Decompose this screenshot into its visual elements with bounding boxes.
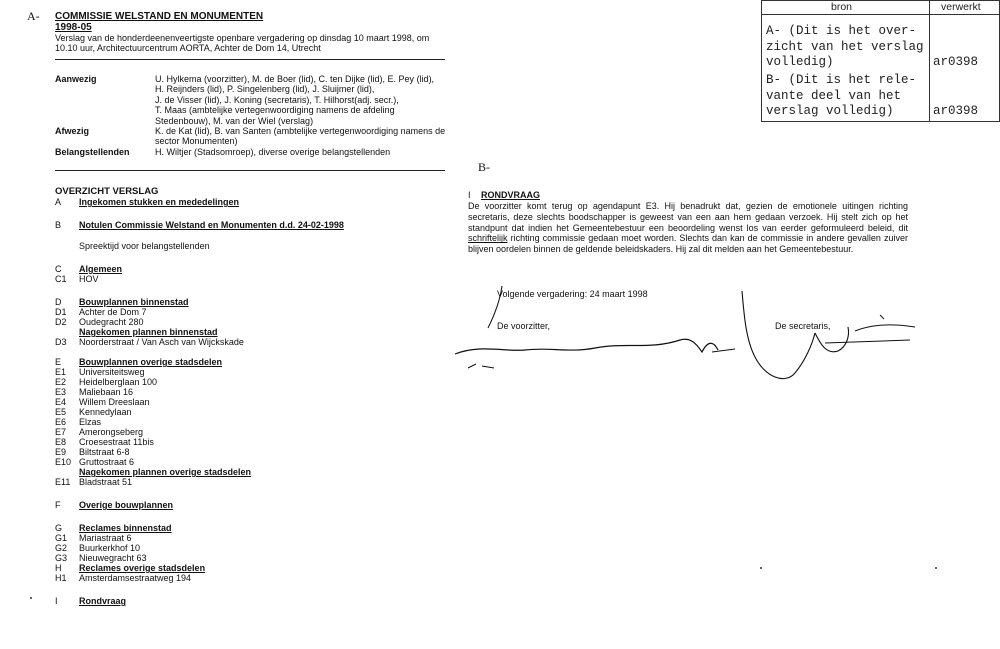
stakeholders-row [55, 147, 455, 157]
overview-item-code: E9 [55, 447, 67, 457]
overview-item-code: G3 [55, 553, 68, 563]
overview-item-text: Nieuwegracht 63 [79, 553, 147, 563]
excerpt-body-underlined: schriftelijk [468, 233, 508, 244]
overview-item [55, 417, 385, 427]
overview-item-text: Reclames overige stadsdelen [79, 563, 206, 573]
secretary-signature [730, 285, 930, 395]
overview-item-text: Willem Dreeslaan [79, 397, 150, 407]
report-description-line-1: Verslag van de honderdeenenveertigste openbare vergadering op dinsdag 10 maart 1998, om [55, 33, 430, 43]
overview-item [55, 427, 385, 437]
excerpt-body-text: De voorzitter komt terug op agendapunt E3. Hij benadrukt dat, gezien de emotionele uitingen richting secretaris, deze slechts boodschapper is geweest van een aan hem gedaan verzoek. Hij stelt zich op het standpunt dat indien het Gemeentebestuur een beoordeling wenst los van eerder geformuleerd beleid, dit [468, 201, 908, 233]
overview-item [55, 467, 385, 477]
source-row-a-line: A- (Dit is het over- [766, 24, 917, 38]
overview-item-code: H1 [55, 573, 67, 583]
overview-item [55, 337, 385, 347]
overview-title: OVERZICHT VERSLAG [55, 186, 159, 197]
stakeholders-value: H. Wiltjer (Stadsomroep), diverse overige belangstellenden [155, 146, 391, 157]
header-divider [55, 59, 445, 60]
overview-item-code: E8 [55, 437, 67, 447]
overview-item-text: Noorderstraat / Van Asch van Wijckskade [79, 337, 244, 347]
overview-item-code: E10 [55, 457, 72, 467]
overview-item-code: C1 [55, 274, 67, 284]
overview-item-text: Kennedylaan [79, 407, 132, 417]
overview-item-text: Amerongseberg [79, 427, 144, 437]
overview-item-text: Gruttostraat 6 [79, 457, 135, 467]
overview-item-code: E4 [55, 397, 67, 407]
overview-item-code: E11 [55, 477, 71, 487]
source-row-a-line: volledig) [766, 55, 834, 69]
overview-item [55, 387, 385, 397]
section-mark-a: A- [27, 9, 40, 23]
overview-item [55, 553, 385, 563]
overview-item-text: Overige bouwplannen [79, 500, 174, 510]
overview-item-code: B [55, 220, 62, 230]
overview-item [55, 274, 385, 284]
attendance-divider [55, 170, 445, 171]
document-number: 1998-05 [55, 22, 92, 33]
excerpt-body [468, 201, 908, 255]
overview-item [55, 241, 385, 251]
overview-item [55, 397, 385, 407]
chair-label: De voorzitter, [497, 321, 551, 331]
overview-item [55, 307, 385, 317]
overview-item-text: Ingekomen stukken en mededelingen [79, 197, 240, 207]
overview-item-code: A [55, 197, 62, 207]
source-table [761, 0, 1000, 122]
overview-item [55, 596, 385, 606]
overview-item [55, 523, 385, 533]
overview-item [55, 457, 385, 467]
overview-item-text: Nagekomen plannen overige stadsdelen [79, 467, 252, 477]
absent-line: sector Monumenten) [155, 136, 238, 147]
overview-item-text: Biltstraat 6-8 [79, 447, 130, 457]
secretary-label: De secretaris, [775, 321, 831, 331]
absent-label: Afwezig [55, 126, 90, 137]
present-line: H. Reijnders (lid), P. Singelenberg (lid), J. Sluijmer (lid), [155, 84, 375, 95]
excerpt-heading: RONDVRAAG [481, 190, 541, 200]
overview-item-code: E7 [55, 427, 67, 437]
overview-item-text: Bouwplannen overige stadsdelen [79, 357, 223, 367]
overview-item-code: G [55, 523, 63, 533]
overview-item [55, 220, 385, 230]
excerpt-body-text-end: richting commissie gedaan moet worden. Slechts dan kan de commissie in andere gevallen zuiver blijven oordelen binnen de geldende beleidskaders. Hij zal dit melden aan het Gemeentebestuur. [468, 233, 908, 255]
overview-item [55, 407, 385, 417]
overview-item-text: Algemeen [79, 264, 123, 274]
overview-item-code: E [55, 357, 62, 367]
overview-item-code: D [55, 297, 62, 307]
source-row-b-line: B- (Dit is het rele- [766, 73, 917, 87]
report-description-line-2: 10.10 uur, Architectuurcentrum AORTA, Achter de Dom 14, Utrecht [55, 43, 321, 53]
source-row-b-line: verslag volledig) [766, 104, 894, 118]
absent-line: K. de Kat (lid), B. van Santen (ambtelijke vertegenwoordiging namens de [155, 126, 446, 137]
overview-item [55, 367, 385, 377]
overview-item [55, 563, 385, 573]
present-row [55, 74, 455, 126]
excerpt-rondvraag [468, 190, 908, 255]
present-label: Aanwezig [55, 74, 97, 84]
next-meeting: Volgende vergadering: 24 maart 1998 [497, 289, 648, 299]
overview-item-text: Elzas [79, 417, 102, 427]
overview-item-code: D3 [55, 337, 67, 347]
column-bron: bron [831, 1, 853, 13]
overview-item-code: D1 [55, 307, 67, 317]
overview-item [55, 500, 385, 510]
overview-item-text: Bouwplannen binnenstad [79, 297, 189, 307]
overview-item-code: G1 [55, 533, 68, 543]
source-row-b-line: vante deel van het [766, 88, 902, 103]
overview-item-code: F [55, 500, 61, 510]
overview-item-text: Heidelberglaan 100 [79, 377, 158, 387]
overview-item-text: Nagekomen plannen binnenstad [79, 327, 218, 337]
overview-item-text: Maliebaan 16 [79, 387, 134, 397]
overview-item [55, 377, 385, 387]
overview-item-code: G2 [55, 543, 68, 553]
absent-row [55, 126, 455, 147]
overview-item [55, 297, 385, 307]
overview-item-code: I [55, 596, 58, 606]
overview-item [55, 533, 385, 543]
source-row-a-line: zicht van het verslag [766, 39, 924, 54]
overview-item [55, 477, 385, 487]
overview-item-text: Universiteitsweg [79, 367, 145, 377]
overview-item-text: Reclames binnenstad [79, 523, 172, 533]
overview-item-text: Amsterdamsestraatweg 194 [79, 573, 192, 583]
overview-item-text: Croesestraat 11bis [79, 437, 154, 447]
source-row-b-processed: ar0398 [933, 104, 979, 118]
overview-item-code: E6 [55, 417, 67, 427]
overview-item [55, 197, 385, 207]
overview-item-code: E3 [55, 387, 67, 397]
present-line: T. Maas (ambtelijke vertegenwoordiging namens de afdeling [155, 105, 395, 116]
overview-item-code: E2 [55, 377, 67, 387]
overview-item [55, 357, 385, 367]
overview-item-code: D2 [55, 317, 67, 327]
stakeholders-label: Belangstellenden [55, 146, 130, 157]
overview-item-text: HOV [79, 274, 99, 284]
overview-item [55, 327, 385, 337]
overview-item [55, 437, 385, 447]
scan-speck [30, 597, 32, 599]
overview-item-code: H [55, 563, 62, 573]
present-line: Stedenbouw), M. van der Wiel (verslag) [155, 115, 314, 126]
excerpt-code: I [468, 190, 471, 200]
overview-item-code: E1 [55, 367, 67, 377]
overview-item-code: C [55, 264, 62, 274]
scan-speck [935, 567, 937, 569]
overview-item-text: Oudegracht 280 [79, 317, 144, 327]
present-line: J. de Visser (lid), J. Koning (secretaris), T. Hilhorst(adj. secr.), [155, 94, 399, 105]
overview-item-text: Notulen Commissie Welstand en Monumenten d.d. 24-02-1998 [79, 220, 344, 230]
column-verwerkt: verwerkt [941, 1, 981, 13]
section-mark-b: B- [478, 160, 490, 174]
overview-item-code: E5 [55, 407, 67, 417]
overview-item [55, 573, 385, 583]
overview-item-text: Rondvraag [79, 596, 127, 606]
overview-list [55, 197, 385, 606]
overview-item-text: Achter de Dom 7 [79, 307, 147, 317]
overview-item-text: Mariastraat 6 [79, 533, 132, 543]
source-row-a [766, 24, 924, 71]
overview-item [55, 264, 385, 274]
overview-item-text: Spreektijd voor belangstellenden [79, 241, 210, 251]
present-line: U. Hylkema (voorzitter), M. de Boer (lid), C. ten Dijke (lid), E. Pey (lid), [155, 74, 435, 84]
overview-item-text: Buurkerkhof 10 [79, 543, 141, 553]
overview-item [55, 447, 385, 457]
source-row-a-processed: ar0398 [933, 55, 979, 69]
overview-item-text: Bladstraat 51 [79, 477, 133, 487]
overview-item [55, 317, 385, 327]
document-title: COMMISSIE WELSTAND EN MONUMENTEN [55, 11, 264, 22]
source-row-b [766, 73, 916, 120]
scan-speck [760, 567, 762, 569]
overview-item [55, 543, 385, 553]
chair-signature [450, 280, 770, 390]
attendance-block [55, 74, 455, 157]
